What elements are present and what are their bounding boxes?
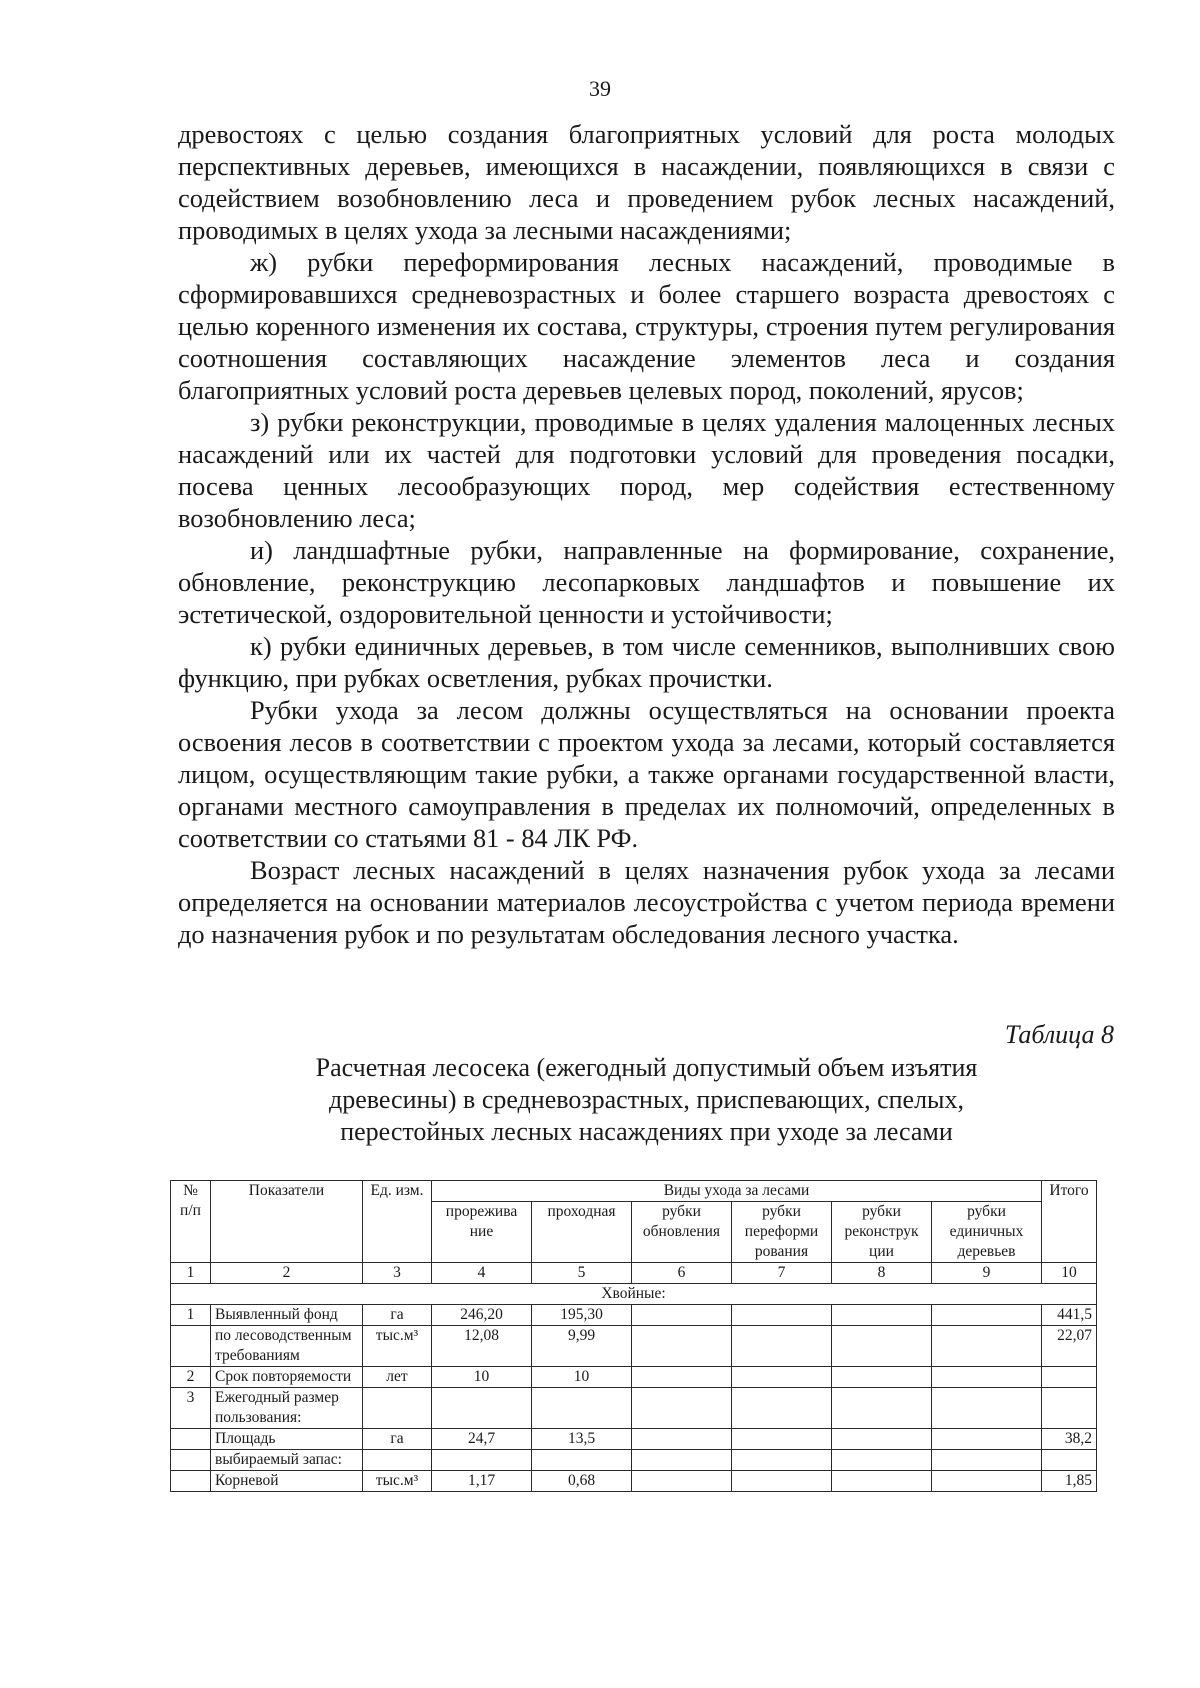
column-number: 6 (632, 1263, 732, 1284)
column-number: 8 (832, 1263, 932, 1284)
table-cell (532, 1388, 632, 1429)
table-cell: тыс.м³ (363, 1471, 432, 1492)
paragraph: Рубки ухода за лесом должны осуществляться на основании проекта освоения лесов в соответствии с проектом ухода за лесами, который составляется лицом, осуществляющим такие рубки, а также органами государственной власти, органами местного самоуправления в пределах их полномочий, определенных в соответствии со статьями 81 - 84 ЛК РФ. (178, 695, 1115, 853)
table-cell (732, 1305, 832, 1326)
table-title-line: перестойных лесных насаждениях при уходе за лесами (340, 1117, 953, 1146)
table-cell (932, 1450, 1042, 1471)
column-number: 5 (532, 1263, 632, 1284)
paragraph: к) рубки единичных деревьев, в том числе семенников, выполнивших свою функцию, при рубках осветления, рубках прочистки. (178, 631, 1115, 693)
header-subcolumn: проходная (532, 1202, 632, 1263)
table-cell (932, 1305, 1042, 1326)
table-cell (1042, 1367, 1097, 1388)
table-cell (832, 1326, 932, 1367)
table-cell (832, 1450, 932, 1471)
table-cell (732, 1326, 832, 1367)
table-cell (171, 1471, 211, 1492)
paragraph: ж) рубки переформирования лесных насаждений, проводимые в сформировавшихся средневозрастных и более старшего возраста древостоях с целью коренного изменения их состава, структуры, строения путем регулирования соотношения составляющих насаждение элементов леса и создания благоприятных условий роста деревьев целевых пород, поколений, ярусов; (178, 247, 1115, 405)
table-row (171, 1305, 1097, 1326)
table-row (171, 1326, 1097, 1367)
table-row (171, 1450, 1097, 1471)
table-cell (632, 1429, 732, 1450)
table-cell: по лесоводственным требованиям (211, 1326, 363, 1367)
section-row (171, 1284, 1097, 1305)
table-cell (632, 1471, 732, 1492)
table-cell: Площадь (211, 1429, 363, 1450)
table-cell (732, 1450, 832, 1471)
table-cell (632, 1305, 732, 1326)
table-cell: выбираемый запас: (211, 1450, 363, 1471)
table-cell: 24,7 (432, 1429, 532, 1450)
table-cell (932, 1326, 1042, 1367)
header-subcolumn: рубки обновления (632, 1202, 732, 1263)
section-label: Хвойные: (171, 1284, 1097, 1305)
paragraph: древостоях с целью создания благоприятных условий для роста молодых перспективных деревьев, имеющихся в насаждении, появляющихся в связи с содействием возобновлению леса и проведением рубок лесных насаждений, проводимых в целях ухода за лесными насаждениями; (178, 119, 1115, 245)
page-number: 39 (589, 76, 611, 101)
table-title-line: древесины) в средневозрастных, приспевающих, спелых, (328, 1085, 965, 1114)
table-cell: тыс.м³ (363, 1326, 432, 1367)
table-row (171, 1367, 1097, 1388)
table-cell (171, 1326, 211, 1367)
column-number: 9 (932, 1263, 1042, 1284)
table-cell (932, 1367, 1042, 1388)
table-cell (632, 1450, 732, 1471)
table-cell: Выявленный фонд (211, 1305, 363, 1326)
paragraph: з) рубки реконструкции, проводимые в целях удаления малоценных лесных насаждений или их частей для подготовки условий для проведения посадки, посева ценных лесообразующих пород, мер содействия естественному возобновлению леса; (178, 407, 1115, 533)
table-cell: 10 (532, 1367, 632, 1388)
table-cell (363, 1450, 432, 1471)
column-number: 7 (732, 1263, 832, 1284)
table-cell (532, 1450, 632, 1471)
header-subcolumn: рубки реконструк ции (832, 1202, 932, 1263)
table-cell (932, 1471, 1042, 1492)
table-cell: 10 (432, 1367, 532, 1388)
table-row (171, 1388, 1097, 1429)
column-number-row (171, 1263, 1097, 1284)
table-cell: 13,5 (532, 1429, 632, 1450)
table-cell (832, 1388, 932, 1429)
table-cell: 2 (171, 1367, 211, 1388)
table-cell (632, 1388, 732, 1429)
header-subcolumn: прорежива ние (432, 1202, 532, 1263)
table-cell (1042, 1450, 1097, 1471)
paragraph: и) ландшафтные рубки, направленные на формирование, сохранение, обновление, реконструкцию лесопарковых ландшафтов и повышение их эстетической, оздоровительной ценности и устойчивости; (178, 535, 1115, 629)
table-cell: Корневой (211, 1471, 363, 1492)
table-cell: 38,2 (1042, 1429, 1097, 1450)
table-cell (932, 1388, 1042, 1429)
table-cell (432, 1450, 532, 1471)
table-cell: 1,17 (432, 1471, 532, 1492)
table-cell (732, 1429, 832, 1450)
table-cell (1042, 1388, 1097, 1429)
table-row (171, 1471, 1097, 1492)
table-cell (171, 1429, 211, 1450)
table-cell (732, 1388, 832, 1429)
table-cell: 3 (171, 1388, 211, 1429)
table-cell (732, 1471, 832, 1492)
table-cell (932, 1429, 1042, 1450)
table-title-line: Расчетная лесосека (ежегодный допустимый объем изъятия (315, 1053, 978, 1082)
table-cell: 246,20 (432, 1305, 532, 1326)
table-cell: Ежегодный размер пользования: (211, 1388, 363, 1429)
header-subcolumn: рубки переформи рования (732, 1202, 832, 1263)
table-cell: 1,85 (1042, 1471, 1097, 1492)
header-number: № п/п (171, 1181, 211, 1263)
table-cell: 12,08 (432, 1326, 532, 1367)
table-cell: га (363, 1305, 432, 1326)
table-title (178, 1052, 1115, 1148)
table-cell: Срок повторяемости (211, 1367, 363, 1388)
header-care-types: Виды ухода за лесами (432, 1181, 1042, 1202)
table-cell: 22,07 (1042, 1326, 1097, 1367)
table-cell (832, 1429, 932, 1450)
header-subcolumn: рубки единичных деревьев (932, 1202, 1042, 1263)
header-total: Итого (1042, 1181, 1097, 1263)
column-number: 4 (432, 1263, 532, 1284)
paragraph: Возраст лесных насаждений в целях назначения рубок ухода за лесами определяется на основании материалов лесоустройства с учетом периода времени до назначения рубок и по результатам обследования лесного участка. (178, 855, 1115, 949)
table-cell (732, 1367, 832, 1388)
column-number: 2 (211, 1263, 363, 1284)
header-unit: Ед. изм. (363, 1181, 432, 1263)
table-header-row (171, 1181, 1097, 1202)
column-number: 1 (171, 1263, 211, 1284)
column-number: 3 (363, 1263, 432, 1284)
table-cell (432, 1388, 532, 1429)
table-cell: 0,68 (532, 1471, 632, 1492)
table-cell: 441,5 (1042, 1305, 1097, 1326)
table-cell (171, 1450, 211, 1471)
table-row (171, 1429, 1097, 1450)
table-cell (632, 1367, 732, 1388)
table-label: Таблица 8 (1004, 1020, 1114, 1049)
table-cell: лет (363, 1367, 432, 1388)
allowable-cut-table (170, 1180, 1097, 1492)
table-cell (832, 1367, 932, 1388)
table-cell: 1 (171, 1305, 211, 1326)
table-cell (363, 1388, 432, 1429)
table-cell (832, 1305, 932, 1326)
table-cell: 9,99 (532, 1326, 632, 1367)
header-indicator: Показатели (211, 1181, 363, 1263)
table-cell (832, 1471, 932, 1492)
column-number: 10 (1042, 1263, 1097, 1284)
table-cell: 195,30 (532, 1305, 632, 1326)
body-text (178, 118, 1115, 950)
table-cell: га (363, 1429, 432, 1450)
table-cell (632, 1326, 732, 1367)
